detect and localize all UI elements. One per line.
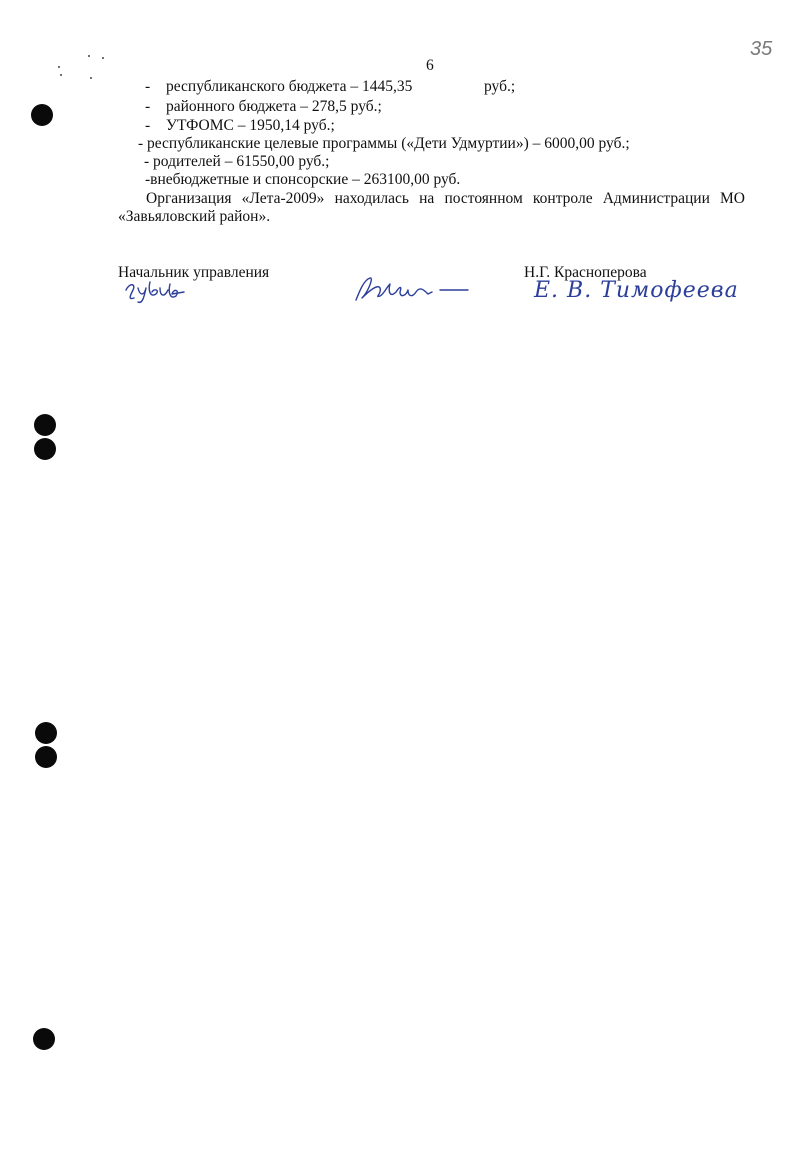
scan-speck [90,77,92,79]
list-bullet: - [145,98,151,115]
list-item-text: УТФОМС – 1950,14 руб.; [166,117,335,134]
scan-speck [60,74,62,76]
executor-handwritten-name: Е. В. Тимофеева [534,278,739,303]
list-item-unit: руб.; [484,78,516,95]
list-bullet: - [145,78,151,95]
paragraph-line: Организация «Лета-2009» находилась на постоянном контроле Администрации МО [146,190,745,207]
signature-icon [350,272,470,308]
list-item: -внебюджетные и спонсорские – 263100,00 руб. [145,171,461,188]
scan-speck [102,57,104,59]
list-item: - республиканские целевые программы («Дети Удмуртии») – 6000,00 руб.; [138,135,630,152]
punch-hole [35,746,57,768]
paragraph-line: «Завьяловский район». [118,208,271,225]
list-item-text: республиканского бюджета – 1445,35 [166,78,413,95]
punch-hole [31,104,53,126]
scan-speck [58,66,60,68]
punch-hole [33,1028,55,1050]
archive-folio-number: 35 [750,38,773,60]
scan-speck [88,55,90,57]
position-title: Начальник управления [118,264,270,281]
page-number: 6 [426,57,434,74]
punch-hole [34,414,56,436]
handwritten-mark-icon [124,278,188,306]
list-item-text: районного бюджета – 278,5 руб.; [166,98,382,115]
punch-hole [35,722,57,744]
signatory-name: Н.Г. Красноперова [524,264,647,281]
punch-hole [34,438,56,460]
list-item: - родителей – 61550,00 руб.; [144,153,330,170]
list-bullet: - [145,117,151,134]
